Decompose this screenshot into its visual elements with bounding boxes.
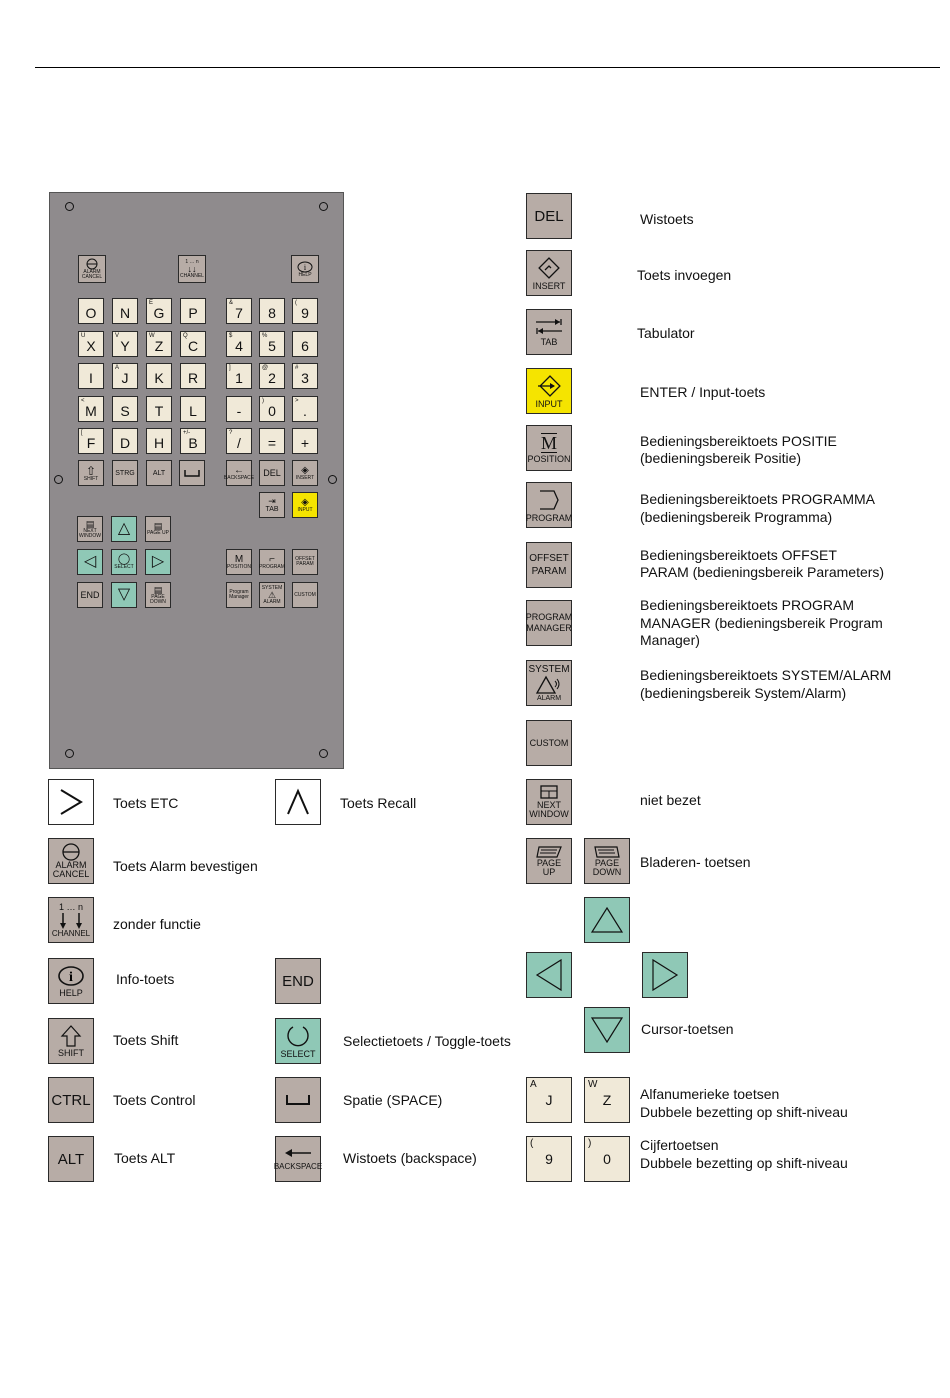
page-icon [535,845,563,859]
legend-program-label-1: Bedieningsbereiktoets PROGRAMMA [640,491,875,507]
char-key[interactable] [78,428,104,454]
legend-next-window-label: niet bezet [640,792,701,808]
key-label: B [188,435,198,451]
char-key[interactable] [112,396,138,422]
legend-cursor-label: Cursor-toetsen [641,1021,734,1037]
key-label: INSERT [532,280,566,291]
end-key[interactable] [77,582,103,608]
key-label: DEL [534,207,564,225]
key-shift-label: & [229,300,234,306]
page-down-key[interactable] [145,582,171,608]
key-label: POSITION [527,453,571,464]
cursor-left-key[interactable] [77,549,103,575]
custom-key[interactable] [292,582,318,608]
key-label: TAB [265,506,279,513]
key-label: SHIFT [58,1047,84,1058]
char-key[interactable] [292,298,318,324]
key-label: PAGE DOWN [150,593,166,605]
insert-icon: ◈ [301,464,309,476]
backspace-key[interactable] [223,460,255,486]
key-shift-label: ) [588,1138,592,1149]
key-label: + [300,435,310,451]
key-label: BACKSPACE [223,474,255,481]
char-key[interactable] [292,331,318,357]
char-key[interactable] [78,363,104,389]
key-label: DEL [263,467,281,478]
key-shift-label: ] [229,365,231,371]
input-icon: ◈ [301,496,309,508]
legend-shift-key [48,1018,94,1064]
legend-tab-label: Tabulator [637,325,695,341]
key-label: 4 [235,337,243,354]
key-label: SHIFT [83,475,99,482]
key-label: J [545,1092,553,1108]
chevron-right-icon [58,787,84,817]
select-circle-icon [285,1024,311,1048]
key-label: PAGE [536,858,562,868]
key-label: 1 [235,370,243,386]
legend-alt-key [48,1136,94,1182]
legend-ctrl-label: Toets Control [113,1092,196,1108]
key-label: DOWN [592,867,622,877]
cursor-up-key[interactable] [111,516,137,542]
legend-alpha-key-z [584,1077,630,1123]
key-label: = [267,435,277,451]
char-key[interactable] [259,363,285,389]
legend-recall-key [275,779,321,825]
key-shift-label: V [115,332,120,339]
char-key[interactable] [226,396,252,422]
legend-ctrl-key [48,1077,94,1123]
key-label: - [236,402,242,419]
key-label: 1 … n [185,258,199,265]
legend-cursor-right-key [642,952,688,998]
window-icon: ▤ [85,518,95,529]
legend-position-label-1: Bedieningsbereiktoets POSITIE [640,433,837,449]
legend-alpha-key-j [526,1077,572,1123]
char-key[interactable] [146,428,172,454]
legend-next-window-key [526,779,572,825]
backspace-arrow-icon: ← [234,464,244,476]
key-label: SELECT [114,564,134,570]
tab-arrows-icon: ⇥ [268,496,276,506]
alarm-triangle-icon: ⚠ [267,589,277,600]
legend-program-key [526,482,572,528]
select-key[interactable] [111,549,137,575]
key-shift-label: [ [81,430,83,436]
char-key[interactable] [180,363,206,389]
screw [319,202,328,211]
screw [328,475,337,484]
key-label: SYSTEM [528,663,570,675]
key-label: N [119,305,131,321]
legend-page-down-key [584,838,630,884]
legend-digit-key-0 [584,1136,630,1182]
legend-program-label-2: (bedieningsbereik Programma) [640,509,833,525]
legend-alarm-cancel-key [48,838,94,884]
key-label: CUSTOM [529,737,569,748]
char-key[interactable] [180,428,206,454]
legend-cursor-down-key [584,1007,630,1053]
legend-alt-label: Toets ALT [114,1150,176,1166]
key-label: ALARM CANCEL [81,269,103,280]
key-label: / [237,435,241,451]
key-label: HELP [59,987,83,998]
legend-digits-label-2: Dubbele bezetting op shift-niveau [640,1155,848,1171]
legend-insert-key [526,250,572,296]
key-label: NEXT WINDOW [79,527,101,539]
key-label: M [85,402,97,419]
triangle-left-icon [534,958,564,992]
legend-recall-label: Toets Recall [340,795,417,811]
key-label: MANAGER [526,623,572,633]
key-shift-label: > [295,397,299,404]
cursor-down-key[interactable] [111,582,137,608]
alarm-cancel-icon [61,843,81,861]
key-label: INSERT [295,474,315,481]
legend-system-alarm-key [526,660,572,706]
position-m-icon: M [234,553,244,565]
key-shift-label: A [530,1079,537,1090]
page-icon [593,845,621,859]
key-label: NEXT [536,800,561,810]
tab-key[interactable] [259,492,285,518]
char-key[interactable] [146,331,172,357]
key-label: 8 [268,305,276,321]
cursor-right-key[interactable] [145,549,171,575]
legend-offset-label-2: PARAM (bedieningsbereik Parameters) [640,564,885,580]
insert-icon [537,256,561,280]
key-label: OFFSET [529,552,569,564]
legend-del-label: Wistoets [640,211,694,227]
triangle-left-icon: ◁ [83,553,97,570]
key-shift-label: ( [295,300,297,306]
screw [65,202,74,211]
key-label: END [282,972,314,990]
system-alarm-key[interactable] [259,582,285,608]
legend-paging-label: Bladeren- toetsen [640,854,751,870]
key-label: STRG [115,469,135,477]
key-label: P [188,305,198,321]
key-label: O [85,305,97,321]
alt-key[interactable] [146,460,172,486]
help-key[interactable] [291,255,319,283]
program-key[interactable] [259,549,285,575]
shift-arrow-icon: ⇧ [85,463,97,478]
char-key[interactable] [259,331,285,357]
input-icon [536,374,562,398]
char-key[interactable] [292,396,318,422]
key-label: CHANNEL [180,272,204,279]
tab-arrows-icon [534,318,564,336]
key-label: H [153,435,165,451]
char-key[interactable] [226,331,252,357]
legend-backspace-key [275,1136,321,1182]
legend-cursor-left-key [526,952,572,998]
program-icon [537,488,561,512]
space-icon [285,1094,311,1106]
key-label: HELP [298,271,312,278]
screw [319,749,328,758]
key-label: Y [120,337,130,354]
key-label: UP [542,867,556,877]
key-shift-label: A [115,365,120,371]
position-m-icon: M [540,432,557,453]
info-icon [57,965,85,987]
char-key[interactable] [259,298,285,324]
char-key[interactable] [226,298,252,324]
legend-position-key [526,425,572,471]
position-key[interactable] [226,549,252,575]
select-circle-icon: ◯ [117,553,131,565]
key-label: 5 [268,337,276,354]
triangle-right-icon [650,958,680,992]
triangle-down-icon [590,1015,624,1045]
legend-insert-label: Toets invoegen [637,267,732,283]
key-label: X [86,337,96,354]
key-label: 0 [268,402,276,419]
program-manager-key[interactable] [226,582,252,608]
shift-arrow-icon [61,1025,81,1047]
key-label: PAGE UP [147,530,169,536]
key-label: ALARM [263,598,281,605]
key-label: L [189,402,197,419]
ctrl-key[interactable] [112,460,138,486]
legend-offset-key [526,542,572,588]
legend-alpha-label-1: Alfanumerieke toetsen [640,1086,780,1102]
key-label: K [154,370,164,386]
channel-key[interactable] [178,255,206,283]
key-label: 7 [235,305,243,321]
control-panel [49,192,344,769]
key-label: C [187,337,199,354]
key-label: 9 [545,1151,553,1167]
key-label: ALARM [536,694,562,702]
key-label: . [303,402,307,419]
page-icon: ▤ [153,584,163,595]
char-key[interactable] [259,396,285,422]
key-shift-label: @ [262,365,269,371]
key-label: SYSTEM [261,584,283,591]
key-label: CHANNEL [51,928,91,938]
char-key[interactable] [78,396,104,422]
key-label: 9 [301,305,309,321]
key-label: S [120,402,130,419]
program-icon: ⌐ [269,553,275,565]
legend-shift-label: Toets Shift [113,1032,179,1048]
char-key[interactable] [112,363,138,389]
key-label: PAGE [594,858,620,868]
chevron-up-icon [285,787,311,817]
key-shift-label: W [588,1079,598,1090]
key-label: Z [154,337,164,354]
input-key[interactable] [292,492,318,518]
space-icon [184,469,200,477]
insert-key[interactable] [292,460,318,486]
backspace-arrow-icon [283,1147,313,1159]
legend-input-key [526,368,572,414]
shift-key[interactable] [78,460,104,486]
key-label: WINDOW [529,809,569,819]
key-label: F [86,435,96,451]
legend-system-label-1: Bedieningsbereiktoets SYSTEM/ALARM [640,667,892,683]
legend-del-key [526,193,572,239]
legend-help-label: Info-toets [116,971,175,987]
key-label: R [187,370,199,386]
legend-digits-label-1: Cijfertoetsen [640,1137,719,1153]
key-label: SELECT [280,1048,316,1059]
info-icon [297,261,313,273]
char-key[interactable] [112,331,138,357]
legend-backspace-label: Wistoets (backspace) [343,1150,477,1166]
legend-position-label-2: (bedieningsbereik Positie) [640,450,802,466]
page-up-key[interactable] [145,516,171,542]
legend-custom-key [526,720,572,766]
key-label: ALT [152,469,166,477]
legend-system-label-2: (bedieningsbereik System/Alarm) [640,685,847,701]
legend-program-manager-key [526,600,572,646]
key-label: TAB [540,336,558,347]
triangle-down-icon: ▽ [117,586,131,603]
key-shift-label: ( [530,1138,534,1149]
key-label: PROGRAM [259,563,285,570]
char-key[interactable] [146,363,172,389]
key-shift-label: E [149,300,154,306]
key-shift-label: $ [229,332,233,339]
key-label: G [153,305,165,321]
char-key[interactable] [146,298,172,324]
key-label: Z [602,1092,612,1108]
char-key[interactable] [226,428,252,454]
key-label: END [80,589,100,600]
triangle-right-icon: ▷ [151,553,165,570]
screw [54,475,63,484]
svg-text:i: i [69,969,73,985]
char-key[interactable] [180,331,206,357]
legend-digit-key-9 [526,1136,572,1182]
key-label: T [154,402,164,419]
legend-etc-key [48,779,94,825]
del-key[interactable] [259,460,285,486]
legend-alarm-label: Toets Alarm bevestigen [113,858,258,874]
char-key[interactable] [292,428,318,454]
key-shift-label: < [81,397,85,404]
screw [65,749,74,758]
legend-tab-key [526,309,572,355]
key-shift-label: ? [229,430,233,436]
char-key[interactable] [180,298,206,324]
channel-arrows-icon: ↓↓ [187,263,197,274]
legend-select-label: Selectietoets / Toggle-toets [343,1033,511,1049]
char-key[interactable] [146,396,172,422]
key-label: PROGRAM [525,512,573,523]
legend-channel-label: zonder functie [113,916,201,932]
key-shift-label: +/- [183,430,191,436]
legend-etc-label: Toets ETC [113,795,179,811]
char-key[interactable] [180,396,206,422]
page-icon: ▤ [153,521,163,531]
key-label: OFFSET PARAM [295,556,315,567]
key-shift-label: # [295,365,299,371]
key-label: INPUT [535,398,563,409]
char-key[interactable] [292,363,318,389]
legend-page-up-key [526,838,572,884]
key-label: 2 [268,370,276,386]
alarm-triangle-icon [536,675,562,695]
char-key[interactable] [259,428,285,454]
legend-progman-label-3: Manager) [640,632,700,648]
space-key[interactable] [179,460,205,486]
window-icon [540,785,558,799]
key-label: CTRL [51,1091,91,1109]
legend-select-key [275,1018,321,1064]
key-label: Program Manager [229,589,249,600]
char-key[interactable] [78,331,104,357]
header-rule [35,67,940,68]
legend-help-key [48,958,94,1004]
key-label: D [119,435,131,451]
key-label: CANCEL [52,869,90,879]
legend-offset-label-1: Bedieningsbereiktoets OFFSET [640,547,837,563]
legend-input-label: ENTER / Input-toets [640,384,766,400]
key-shift-label: Q [183,332,188,339]
offset-param-key[interactable] [292,549,318,575]
legend-cursor-up-key [584,897,630,943]
triangle-up-icon: △ [117,520,131,537]
legend-progman-label-1: Bedieningsbereiktoets PROGRAM [640,597,854,613]
key-label: J [121,370,129,386]
key-label: ALARM [55,860,87,870]
channel-arrows-icon [56,912,86,930]
key-label: CUSTOM [294,591,316,598]
legend-end-key [275,958,321,1004]
key-label: 3 [301,370,309,386]
key-label: I [89,370,93,386]
key-shift-label: % [262,332,268,339]
key-label: 6 [301,337,309,354]
key-label: ALT [57,1150,85,1168]
key-label: BACKSPACE [273,1162,323,1171]
svg-text:i: i [303,262,307,272]
char-key[interactable] [112,428,138,454]
key-shift-label: ) [262,397,264,404]
alarm-cancel-key[interactable] [78,255,106,283]
triangle-up-icon [590,905,624,935]
char-key[interactable] [112,298,138,324]
key-shift-label: W [149,332,155,339]
legend-space-key [275,1077,321,1123]
char-key[interactable] [78,298,104,324]
key-shift-label: U [81,332,86,339]
key-label: INPUT [297,506,313,513]
char-key[interactable] [226,363,252,389]
key-label: 1 … n [58,901,83,912]
legend-channel-key [48,897,94,943]
key-label: PROGRAM [525,612,573,622]
key-label: PARAM [531,565,567,577]
legend-progman-label-2: MANAGER (bedieningsbereik Program [640,615,883,631]
key-label: POSITION [227,563,251,570]
next-window-key[interactable] [77,516,103,542]
key-label: 0 [603,1151,611,1167]
legend-space-label: Spatie (SPACE) [343,1092,443,1108]
legend-alpha-label-2: Dubbele bezetting op shift-niveau [640,1104,848,1120]
